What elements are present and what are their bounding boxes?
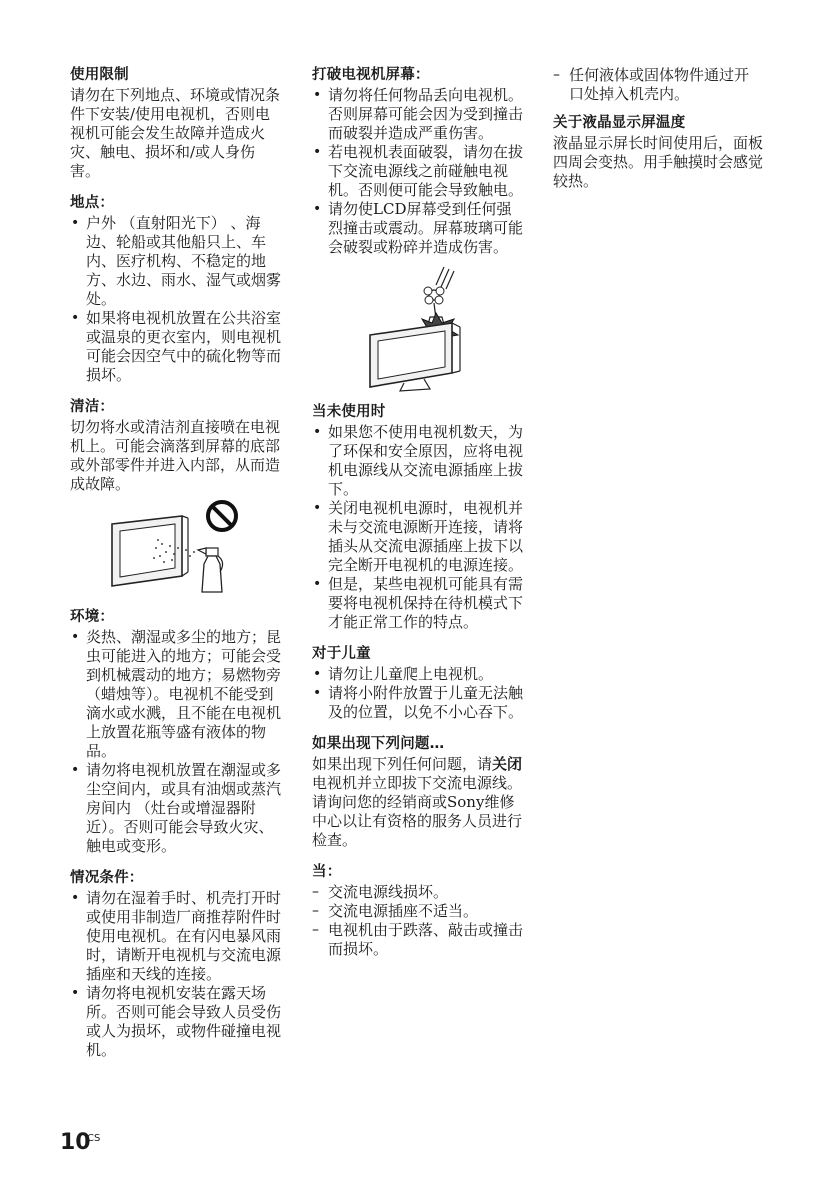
page-number: 10 <box>60 1130 91 1155</box>
list-item: • 请勿使LCD屏幕受到任何强烈撞击或震动。屏幕玻璃可能会破裂或粉碎并造成伤害。 <box>312 200 524 257</box>
usage-limits-heading: 使用限制 <box>70 67 129 83</box>
location-heading: 地点： <box>70 195 115 211</box>
problems-body-pre: 如果出现下列任何问题，请 <box>312 755 493 773</box>
list-item: • 炎热、潮湿或多尘的地方；昆虫可能进入的地方；可能会受到机械震动的地方；易燃物旁 （蜡烛等）。电视机不能受到滴水或水溅，且不能在电视机上放置花瓶等盛有液体的物品。 <box>70 628 282 761</box>
not-in-use-heading: 当未使用时 <box>312 404 386 420</box>
list-item: – 交流电源插座不适当。 <box>312 902 524 921</box>
section-when <box>312 863 524 959</box>
lcd-temp-heading: 关于液晶显示屏温度 <box>553 115 686 131</box>
list-item: – 任何液体或固体物件通过开口处掉入机壳内。 <box>553 66 763 104</box>
section-not-in-use <box>312 403 524 632</box>
not-in-use-list <box>312 423 524 632</box>
when-list-continued <box>553 66 763 104</box>
no-spray-cleaner-illustration <box>70 500 250 598</box>
lcd-temp-body: 液晶显示屏长时间使用后，面板四周会变热。用手触摸时会感觉较热。 <box>553 134 764 190</box>
children-heading: 对于儿童 <box>312 646 371 662</box>
section-location <box>70 194 282 385</box>
cleaning-body: 切勿将水或清洁剂直接喷在电视机上。可能会滴落到屏幕的底部或外部零件并进入内部，从而造成故障。 <box>70 418 281 493</box>
list-item: • 请勿将任何物品丢向电视机。否则屏幕可能会因为受到撞击而破裂并造成严重伤害。 <box>312 86 524 143</box>
section-screen-break <box>312 66 524 257</box>
list-item: • 关闭电视机电源时，电视机并未与交流电源断开连接，请将插头从交流电源插座上拔下以完全断开电视机的电源连接。 <box>312 499 524 575</box>
location-list <box>70 214 282 385</box>
list-item: • 请勿将电视机安装在露天场所。否则可能会导致人员受伤或人为损坏，或物件碰撞电视机。 <box>70 984 282 1060</box>
section-children <box>312 645 524 722</box>
column-left <box>70 66 282 1073</box>
column-middle <box>312 66 524 972</box>
object-thrown-at-tv-illustration <box>312 263 502 393</box>
environment-list <box>70 628 282 856</box>
list-item: – 电视机由于跌落、敲击或撞击而损坏。 <box>312 921 524 959</box>
list-item: • 请勿将电视机放置在潮湿或多尘空间内，或具有油烟或蒸汽房间内 （灶台或增湿器附近）。否则可能会导致火灾、触电或变形。 <box>70 761 282 856</box>
cleaning-heading: 清洁： <box>70 399 115 415</box>
screen-break-list <box>312 86 524 257</box>
usage-limits-body: 请勿在下列地点、环境或情况条件下安装/使用电视机，否则电视机可能会发生故障并造成火灾、触电、损坏和/或人身伤害。 <box>70 86 281 180</box>
list-item: • 请勿在湿着手时、机壳打开时或使用非制造厂商推荐附件时使用电视机。在有闪电暴风雨时，请断开电视机与交流电源插座和天线的连接。 <box>70 889 282 984</box>
list-item: – 交流电源线损坏。 <box>312 883 524 902</box>
conditions-heading: 情况条件： <box>70 870 144 886</box>
screen-break-heading: 打破电视机屏幕： <box>312 67 430 83</box>
environment-heading: 环境： <box>70 609 115 625</box>
list-item: • 如果将电视机放置在公共浴室或温泉的更衣室内，则电视机可能会因空气中的硫化物等而损坏。 <box>70 309 282 385</box>
list-item: • 如果您不使用电视机数天，为了环保和安全原因，应将电视机电源线从交流电源插座上拔下。 <box>312 423 524 499</box>
list-item: • 若电视机表面破裂，请勿在拔下交流电源线之前碰触电视机。否则便可能会导致触电。 <box>312 143 524 200</box>
section-usage-limits <box>70 66 282 181</box>
column-right <box>553 66 763 204</box>
section-when-continued <box>553 66 763 104</box>
list-item: • 请勿让儿童爬上电视机。 <box>312 665 524 684</box>
problems-heading: 如果出现下列问题… <box>312 736 445 752</box>
when-heading: 当： <box>312 864 342 880</box>
children-list <box>312 665 524 722</box>
section-environment <box>70 608 282 856</box>
list-item: • 但是，某些电视机可能具有需要将电视机保持在待机模式下才能正常工作的特点。 <box>312 575 524 632</box>
section-conditions <box>70 869 282 1060</box>
conditions-list <box>70 889 282 1060</box>
section-problems <box>312 735 524 850</box>
page-language-code: CS <box>87 1133 101 1144</box>
problems-body-2: 请询问您的经销商或Sony维修中心以让有资格的服务人员进行检查。 <box>312 793 523 849</box>
list-item: • 请将小附件放置于儿童无法触及的位置，以免不小心吞下。 <box>312 684 524 722</box>
problems-body-post: 电视机并立即拔下交流电源线。 <box>312 774 523 792</box>
section-lcd-temp <box>553 114 763 191</box>
list-item: • 户外 （直射阳光下） 、海边、轮船或其他船只上、车内、医疗机构、不稳定的地方、水边、雨水、湿气或烟雾处。 <box>70 214 282 309</box>
problems-body <box>312 755 524 793</box>
problems-body-bold: 关闭 <box>492 755 523 773</box>
when-list <box>312 883 524 959</box>
section-cleaning <box>70 398 282 494</box>
